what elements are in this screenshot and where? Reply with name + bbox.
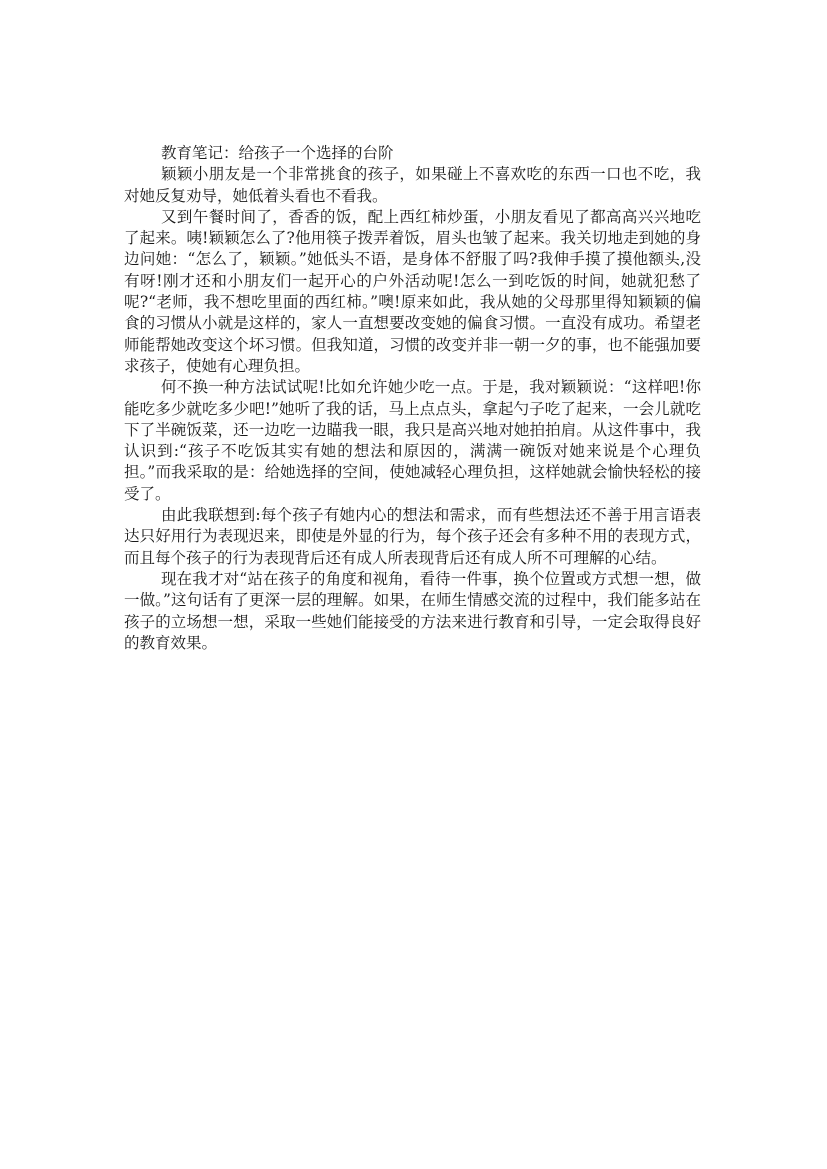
paragraph-1: 颖颖小朋友是一个非常挑食的孩子，如果碰上不喜欢吃的东西一口也不吃，我对她反复劝导，她低着头看也不看我。	[124, 165, 701, 205]
document-title: 教育笔记：给孩子一个选择的台阶	[161, 144, 394, 162]
paragraph-2: 又到午餐时间了，香香的饭，配上西红柿炒蛋，小朋友看见了都高高兴兴地吃了起来。咦!颖颖怎么了?他用筷子拨弄着饭，眉头也皱了起来。我关切地走到她的身边问她：“怎么了，颖颖。”她低头不语，是身体不舒服了吗?我伸手摸了摸他额头,没有呀!刚才还和小朋友们一起开心的户外活动呢!怎么一到吃饭的时间，她就犯愁了呢?“老师，我不想吃里面的西红柿。”噢!原来如此，我从她的父母那里得知颖颖的偏食的习惯从小就是这样的，家人一直想要改变她的偏食习惯。一直没有成功。希望老师能帮她改变这个坏习惯。但我知道，习惯的改变并非一朝一夕的事，也不能强加要求孩子，使她有心理负担。	[124, 207, 701, 375]
paragraph-4: 由此我联想到:每个孩子有她内心的想法和需求，而有些想法还不善于用言语表达只好用行为表现迟来，即使是外显的行为，每个孩子还会有多种不用的表现方式，而且每个孩子的行为表现背后还有成人所表现背后还有成人所不可理解的心结。	[124, 506, 701, 567]
paragraph-3: 何不换一种方法试试呢!比如允许她少吃一点。于是，我对颖颖说：“这样吧!你能吃多少就吃多少吧!”她听了我的话，马上点点头，拿起勺子吃了起来，一会儿就吃下了半碗饭菜，还一边吃一边瞄我一眼，我只是高兴地对她拍拍肩。从这件事中，我认识到:“孩子不吃饭其实有她的想法和原因的，满满一碗饭对她来说是个心理负担。”而我采取的是：给她选择的空间，使她减轻心理负担，这样她就会愉快轻松的接受了。	[124, 378, 701, 503]
document-body	[124, 143, 701, 654]
paragraph-5: 现在我才对“站在孩子的角度和视角，看待一件事，换个位置或方式想一想，做一做。”这句话有了更深一层的理解。如果，在师生情感交流的过程中，我们能多站在孩子的立场想一想，采取一些她们能接受的方法来进行教育和引导，一定会取得良好的教育效果。	[124, 569, 701, 652]
